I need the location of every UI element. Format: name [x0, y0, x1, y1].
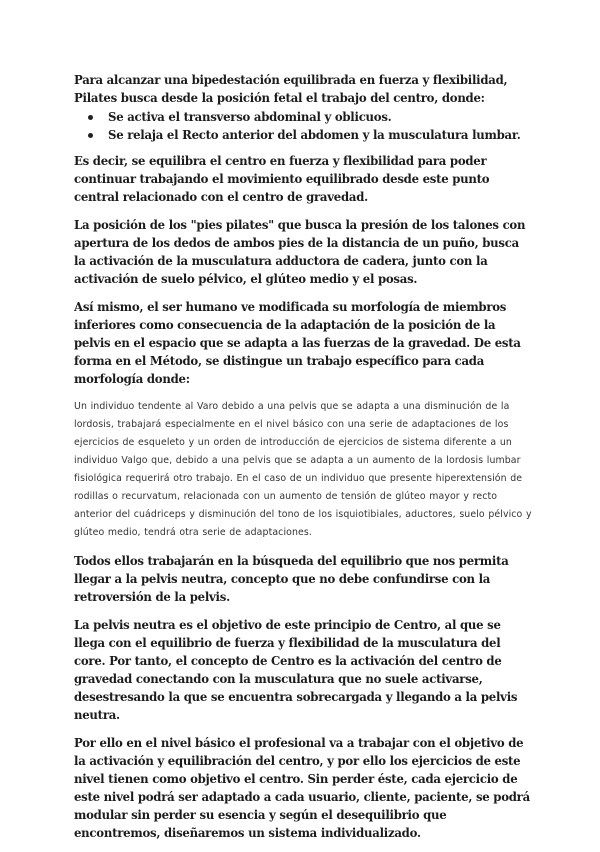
list-item-text: Se relaja el Recto anterior del abdomen y la musculatura lumbar.: [108, 128, 521, 142]
paragraph-3: La posición de los "pies pilates" que busca la presión de los talones con apertura de los dedos de ambos pies de la distancia de un puño, busca la activación de la musculatura adductora de cadera, junto con la activación de suelo pélvico, el glúteo medio y el posas.: [74, 218, 526, 286]
paragraph-4: Así mismo, el ser humano ve modificada su morfología de miembros inferiores como consecuencia de la adaptación de la posición de la pelvis en el espacio que se adapta a las fuerzas de la gravedad. De esta forma en el Método, se distingue un trabajo específico para cada morfología donde:: [74, 300, 521, 386]
paragraph-6: Todos ellos trabajarán en la búsqueda del equilibrio que nos permita llegar a la pelvis neutra, concepto que no debe confundirse con la retroversión de la pelvis.: [74, 554, 509, 604]
list-item: [74, 126, 534, 144]
bullet-icon: [88, 133, 93, 138]
paragraph-8: Por ello en el nivel básico el profesional va a trabajar con el objetivo de la activación y equilibración del centro, y por ello los ejercicios de este nivel tienen como objetivo el centro. Sin perder éste, cada ejercicio de este nivel podrá ser adaptado a cada usuario, cliente, paciente, se podrá modular sin perder su esencia y según el desequilibrio que encontremos, diseñaremos un sistema individualizado.: [74, 736, 530, 840]
bullet-list: [74, 108, 534, 144]
list-item: [74, 108, 534, 126]
bullet-icon: [88, 115, 93, 120]
paragraph-intro: Para alcanzar una bipedestación equilibrada en fuerza y flexibilidad, Pilates busca desde la posición fetal el trabajo del centro, donde:: [74, 73, 508, 105]
paragraph-7: La pelvis neutra es el objetivo de este principio de Centro, al que se llega con el equilibrio de fuerza y flexibilidad de la musculatura del core. Por tanto, el concepto de Centro es la activación del centro de gravedad conectando con la musculatura que no suele activarse, desestresando la que se encuentra sobrecargada y llegando a la pelvis neutra.: [74, 618, 518, 722]
paragraph-2: Es decir, se equilibra el centro en fuerza y flexibilidad para poder continuar trabajando el movimiento equilibrado desde este punto central relacionado con el centro de gravedad.: [74, 154, 490, 204]
document-body: [74, 71, 534, 852]
list-item-text: Se activa el transverso abdominal y oblicuos.: [108, 110, 392, 124]
paragraph-5: Un individuo tendente al Varo debido a una pelvis que se adapta a una disminución de la lordosis, trabajará especialmente en el nivel básico con una serie de adaptaciones de los ejercicios de esqueleto y un orden de introducción de ejercicios de sistema diferente a un individuo Valgo que, debido a una pelvis que se adapta a un aumento de la lordosis lumbar fisiológica requerirá otro trabajo. En el caso de un individuo que presente hiperextensión de rodillas o recurvatum, relacionada con un aumento de tensión de glúteo mayor y recto anterior del cuádriceps y disminución del tono de los isquiotibiales, aductores, suelo pélvico y glúteo medio, tendrá otra serie de adaptaciones.: [74, 401, 532, 538]
